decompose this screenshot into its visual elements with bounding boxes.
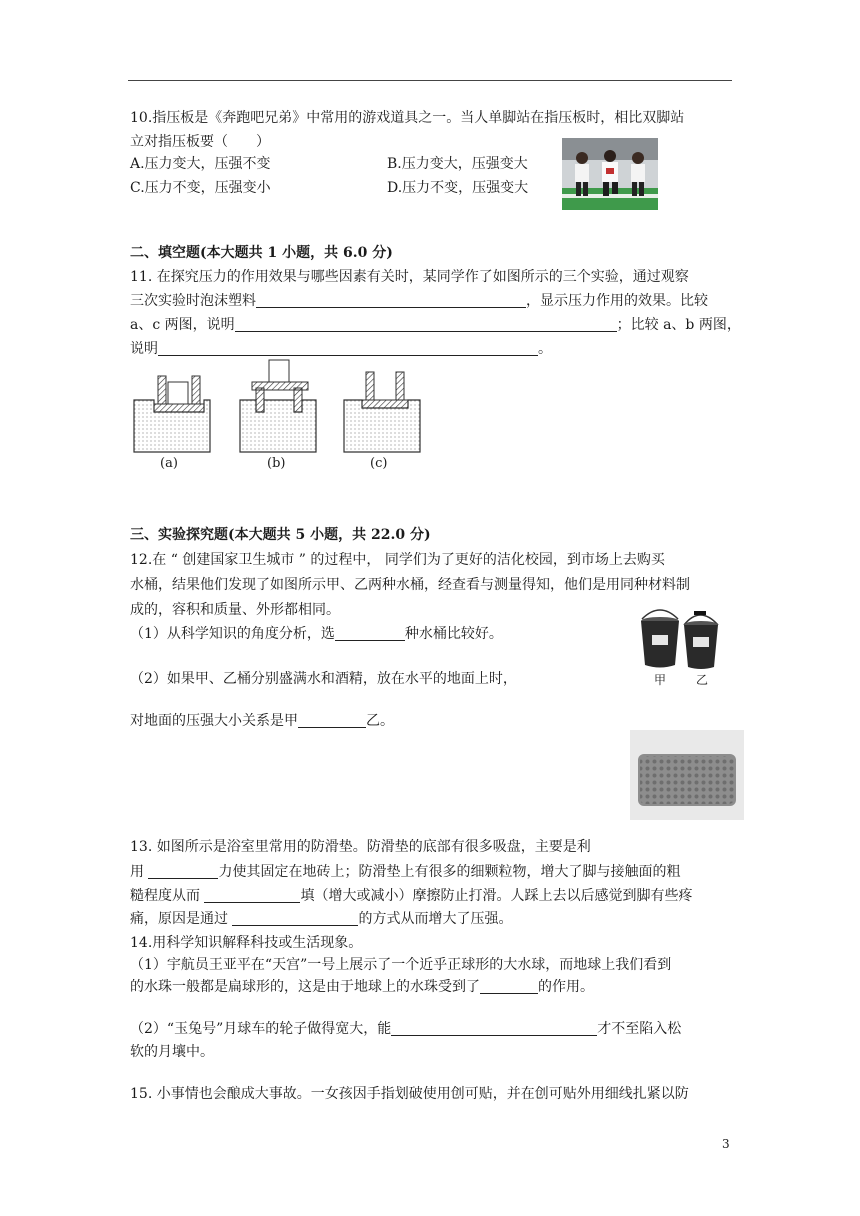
q11-line4-text-b: 。 [538, 341, 552, 357]
q13-line4 [130, 908, 512, 928]
foam-block-c [344, 372, 420, 452]
q14-sub2-text-a: （2）“玉兔号”月球车的轮子做得宽大，能 [130, 1021, 392, 1037]
q12-sub1-text-a: （1）从科学知识的角度分析，选 [130, 626, 335, 642]
bucket-yi [684, 611, 718, 669]
q12-line1: 12.在 “ 创建国家卫生城市 ” 的过程中， 同学们为了更好的洁化校园，到市场上去购买 [130, 552, 665, 568]
finger-press-board-photo [562, 138, 658, 210]
q11-line3 [130, 314, 741, 334]
bucket-label-jia: 甲 [654, 673, 667, 687]
q10-option-a: A.压力变大，压强不变 [130, 156, 271, 172]
q13-line4-text-a: 痛，原因是通过 [130, 911, 233, 927]
q11-line2-text-b: ，显示压力作用的效果。比较 [526, 293, 708, 309]
bucket-jia [641, 610, 679, 668]
q14-sub2-text-b: 才不至陷入松 [597, 1021, 682, 1037]
q11-blank-3[interactable] [158, 341, 538, 356]
q14-blank-1[interactable] [480, 979, 538, 994]
header-rule [128, 80, 732, 81]
q10-line2: 立对指压板要（ ） [130, 134, 270, 150]
q11-line3-text-b: ；比较 a、b 两图， [616, 317, 741, 333]
q12-line3: 成的，容积和质量、外形都相同。 [130, 602, 340, 618]
q12-sub2: （2）如果甲、乙桶分别盛满水和酒精，放在水平的地面上时， [130, 671, 517, 687]
foam-block-b [240, 360, 316, 452]
page-number: 3 [722, 1137, 730, 1151]
q13-blank-3[interactable] [232, 911, 358, 926]
q11-line3-text-a: a、c 两图，说明 [130, 317, 235, 333]
q11-line4 [130, 338, 552, 358]
anti-slip-mat-photo [630, 730, 744, 820]
q14-blank-2[interactable] [391, 1021, 597, 1036]
q12-line2: 水桶，结果他们发现了如图所示甲、乙两种水桶，经查看与测量得知，他们是用同种材料制 [130, 577, 690, 593]
q11-blank-2[interactable] [235, 317, 617, 332]
q13-line3-text-a: 糙程度从而 [130, 888, 205, 904]
q12-sub1 [130, 623, 503, 643]
q13-line3 [130, 885, 692, 905]
q14-sub1-text-c: 的作用。 [538, 979, 594, 995]
q11-foam-experiment-figure [130, 356, 440, 486]
fig-label-b: (b) [267, 456, 286, 471]
q14-sub2-line1 [130, 1018, 681, 1038]
q12-sub3-text-b: 乙。 [366, 713, 394, 729]
q12-sub3-text-a: 对地面的压强大小关系是甲 [130, 713, 298, 729]
q13-line2 [130, 861, 680, 881]
section-3-heading: 三、实验探究题(本大题共 5 小题，共 22.0 分) [130, 527, 431, 543]
foam-block-a [134, 376, 210, 452]
q12-sub1-text-b: 种水桶比较好。 [404, 626, 503, 642]
q13-line1: 13. 如图所示是浴室里常用的防滑垫。防滑垫的底部有很多吸盘，主要是利 [130, 839, 591, 855]
q10-line1: 10.指压板是《奔跑吧兄弟》中常用的游戏道具之一。当人单脚站在指压板时，相比双脚站 [130, 110, 685, 126]
q10-option-c: C.压力不变，压强变小 [130, 180, 271, 196]
q14-line1: 14.用科学知识解释科技或生活现象。 [130, 935, 363, 951]
q14-sub1-line1: （1）宇航员王亚平在“天宫”一号上展示了一个近乎正球形的大水球，而地球上我们看到 [130, 957, 672, 973]
q13-line3-text-b: 填（增大或减小）摩擦防止打滑。人踩上去以后感觉到脚有些疼 [300, 888, 693, 904]
q10-option-b: B.压力变大，压强变大 [387, 156, 528, 172]
q12-blank-1[interactable] [335, 626, 405, 641]
q14-sub2-line2: 软的月壤中。 [130, 1044, 214, 1060]
buckets-image [630, 603, 730, 689]
fig-label-a: (a) [160, 456, 178, 471]
q15-line1: 15. 小事情也会酿成大事故。一女孩因手指划破使用创可贴，并在创可贴外用细线扎紧以防 [130, 1086, 689, 1102]
q13-blank-2[interactable] [204, 888, 300, 903]
q11-line4-text-a: 说明 [130, 341, 158, 357]
fig-label-c: (c) [370, 456, 388, 471]
q11-line1: 11. 在探究压力的作用效果与哪些因素有关时，某同学作了如图所示的三个实验，通过观察 [130, 269, 689, 285]
q10-option-d: D.压力不变，压强变大 [387, 180, 529, 196]
q11-blank-1[interactable] [256, 293, 526, 308]
q12-sub3 [130, 710, 394, 730]
q12-blank-2[interactable] [298, 713, 366, 728]
q11-line2 [130, 290, 708, 310]
q13-line4-text-b: 的方式从而增大了压强。 [358, 911, 513, 927]
section-2-heading: 二、填空题(本大题共 1 小题，共 6.0 分) [130, 245, 393, 261]
q13-line2-text-b: 力使其固定在地砖上；防滑垫上有很多的细颗粒物，增大了脚与接触面的粗 [218, 864, 681, 880]
q11-line2-text-a: 三次实验时泡沫塑料 [130, 293, 256, 309]
q13-blank-1[interactable] [148, 864, 218, 879]
q13-line2-text-a: 用 [130, 864, 149, 880]
q14-sub1-text-b: 的水珠一般都是扁球形的，这是由于地球上的水珠受到了 [130, 979, 480, 995]
bucket-label-yi: 乙 [696, 673, 709, 687]
q14-sub1-line2 [130, 976, 594, 996]
